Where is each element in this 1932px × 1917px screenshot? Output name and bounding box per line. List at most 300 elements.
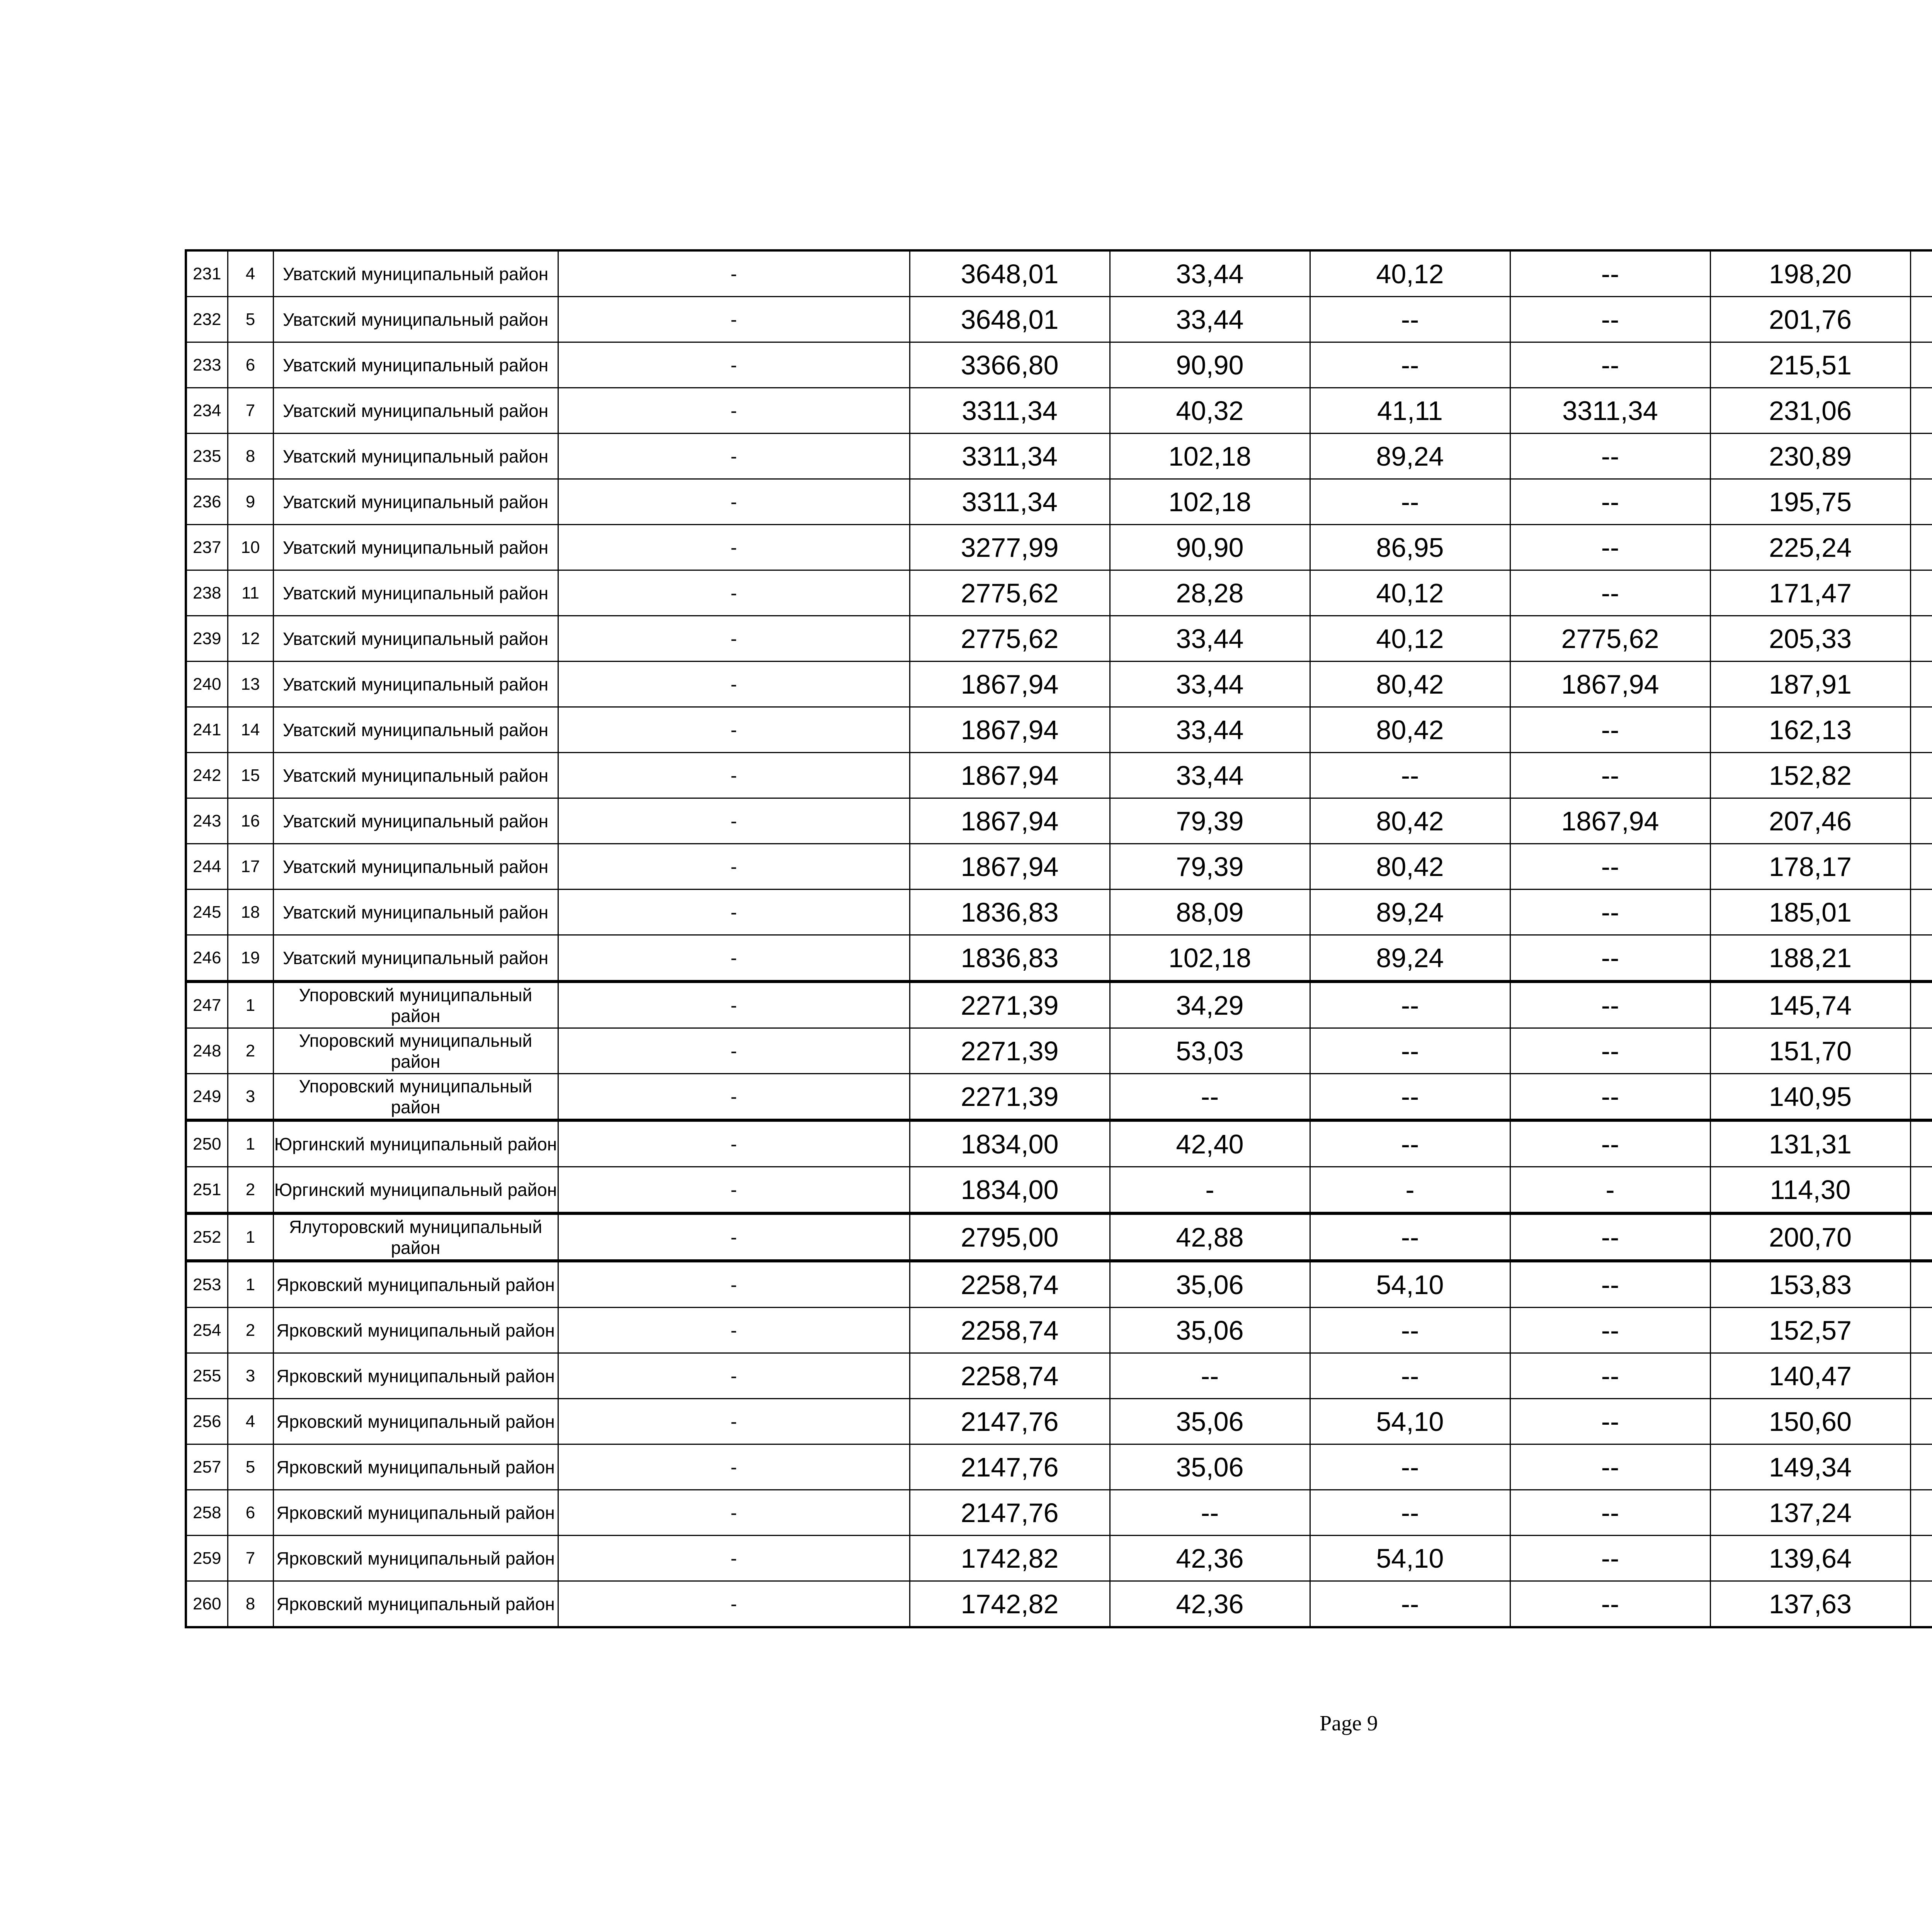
order-number-cell: 8 [228, 1581, 273, 1628]
order-number-cell: 15 [228, 753, 273, 798]
value-cell-6 [1910, 1120, 1932, 1167]
value-cell-2: 35,06 [1110, 1308, 1310, 1353]
table-row [186, 981, 1932, 1028]
data-table [185, 249, 1932, 1628]
value-cell-5: 140,47 [1710, 1353, 1910, 1399]
value-cell-6 [1910, 570, 1932, 616]
value-cell-4: -- [1510, 1120, 1710, 1167]
table-row [186, 890, 1932, 935]
value-cell-5: 207,46 [1710, 798, 1910, 844]
value-cell-4: -- [1510, 981, 1710, 1028]
value-cell-1: 2775,62 [910, 616, 1110, 662]
value-cell-2: -- [1110, 1490, 1310, 1536]
note-cell: - [558, 1581, 910, 1628]
value-cell-5: 201,76 [1710, 297, 1910, 342]
value-cell-2: 53,03 [1110, 1028, 1310, 1074]
order-number-cell: 1 [228, 981, 273, 1028]
table-row [186, 798, 1932, 844]
value-cell-4: -- [1510, 1353, 1710, 1399]
value-cell-2: 33,44 [1110, 662, 1310, 707]
row-number-cell: 236 [186, 479, 228, 525]
value-cell-4: -- [1510, 935, 1710, 982]
district-cell: Ярковский муниципальный район [273, 1581, 558, 1628]
value-cell-5: 231,06 [1710, 388, 1910, 434]
order-number-cell: 8 [228, 434, 273, 479]
district-cell: Ялуторовский муниципальный район [273, 1213, 558, 1261]
value-cell-3: -- [1310, 1213, 1510, 1261]
district-cell: Упоровский муниципальный район [273, 1074, 558, 1121]
table-row [186, 434, 1932, 479]
table-row [186, 1490, 1932, 1536]
order-number-cell: 5 [228, 1444, 273, 1490]
district-cell: Упоровский муниципальный район [273, 981, 558, 1028]
row-number-cell: 250 [186, 1120, 228, 1167]
order-number-cell: 3 [228, 1353, 273, 1399]
district-cell: Уватский муниципальный район [273, 479, 558, 525]
value-cell-3: -- [1310, 1028, 1510, 1074]
table-row [186, 1120, 1932, 1167]
order-number-cell: 19 [228, 935, 273, 982]
value-cell-5: 187,91 [1710, 662, 1910, 707]
value-cell-5: 151,70 [1710, 1028, 1910, 1074]
district-cell: Юргинский муниципальный район [273, 1167, 558, 1214]
value-cell-6 [1910, 434, 1932, 479]
note-cell: - [558, 1490, 910, 1536]
row-number-cell: 238 [186, 570, 228, 616]
district-cell: Уватский муниципальный район [273, 753, 558, 798]
value-cell-1: 3311,34 [910, 434, 1110, 479]
value-cell-3: 80,42 [1310, 707, 1510, 753]
district-cell: Уватский муниципальный район [273, 890, 558, 935]
table-row [186, 1399, 1932, 1444]
value-cell-1: 2258,74 [910, 1261, 1110, 1308]
value-cell-3: 86,95 [1310, 525, 1510, 570]
table-row [186, 1308, 1932, 1353]
note-cell: - [558, 935, 910, 982]
order-number-cell: 9 [228, 479, 273, 525]
value-cell-1: 1834,00 [910, 1120, 1110, 1167]
row-number-cell: 259 [186, 1536, 228, 1581]
value-cell-5: 150,60 [1710, 1399, 1910, 1444]
order-number-cell: 1 [228, 1213, 273, 1261]
district-cell: Уватский муниципальный район [273, 935, 558, 982]
table-row [186, 935, 1932, 982]
value-cell-4: -- [1510, 525, 1710, 570]
table-row [186, 844, 1932, 890]
value-cell-6 [1910, 890, 1932, 935]
note-cell: - [558, 844, 910, 890]
value-cell-6 [1910, 1490, 1932, 1536]
row-number-cell: 237 [186, 525, 228, 570]
value-cell-3: 89,24 [1310, 935, 1510, 982]
value-cell-1: 1836,83 [910, 890, 1110, 935]
row-number-cell: 253 [186, 1261, 228, 1308]
value-cell-3: 80,42 [1310, 798, 1510, 844]
value-cell-2: 34,29 [1110, 981, 1310, 1028]
value-cell-5: 171,47 [1710, 570, 1910, 616]
row-number-cell: 244 [186, 844, 228, 890]
value-cell-3: 80,42 [1310, 844, 1510, 890]
value-cell-3: -- [1310, 1074, 1510, 1121]
table-row [186, 1213, 1932, 1261]
note-cell: - [558, 1308, 910, 1353]
value-cell-1: 1834,00 [910, 1167, 1110, 1214]
value-cell-6 [1910, 525, 1932, 570]
value-cell-5: 137,24 [1710, 1490, 1910, 1536]
table-row [186, 1028, 1932, 1074]
table-row [186, 1167, 1932, 1214]
value-cell-5: 139,64 [1710, 1536, 1910, 1581]
value-cell-2: 35,06 [1110, 1444, 1310, 1490]
order-number-cell: 7 [228, 1536, 273, 1581]
order-number-cell: 1 [228, 1120, 273, 1167]
value-cell-4: -- [1510, 1261, 1710, 1308]
district-cell: Ярковский муниципальный район [273, 1261, 558, 1308]
value-cell-5: 145,74 [1710, 981, 1910, 1028]
order-number-cell: 10 [228, 525, 273, 570]
table-row [186, 342, 1932, 388]
value-cell-4: -- [1510, 570, 1710, 616]
note-cell: - [558, 388, 910, 434]
value-cell-1: 1836,83 [910, 935, 1110, 982]
value-cell-5: 185,01 [1710, 890, 1910, 935]
note-cell: - [558, 434, 910, 479]
value-cell-3: 54,10 [1310, 1261, 1510, 1308]
value-cell-6 [1910, 1308, 1932, 1353]
value-cell-2: 33,44 [1110, 707, 1310, 753]
district-cell: Ярковский муниципальный район [273, 1490, 558, 1536]
value-cell-3: -- [1310, 297, 1510, 342]
value-cell-1: 3311,34 [910, 479, 1110, 525]
value-cell-2: 88,09 [1110, 890, 1310, 935]
value-cell-2: 33,44 [1110, 250, 1310, 297]
row-number-cell: 240 [186, 662, 228, 707]
table-row [186, 479, 1932, 525]
row-number-cell: 243 [186, 798, 228, 844]
value-cell-5: 188,21 [1710, 935, 1910, 982]
value-cell-2: 33,44 [1110, 616, 1310, 662]
district-cell: Юргинский муниципальный район [273, 1120, 558, 1167]
row-number-cell: 242 [186, 753, 228, 798]
district-cell: Ярковский муниципальный район [273, 1536, 558, 1581]
table-row [186, 1536, 1932, 1581]
value-cell-2: 102,18 [1110, 434, 1310, 479]
value-cell-1: 3311,34 [910, 388, 1110, 434]
value-cell-3: 41,11 [1310, 388, 1510, 434]
order-number-cell: 2 [228, 1308, 273, 1353]
value-cell-5: 152,57 [1710, 1308, 1910, 1353]
value-cell-4: -- [1510, 753, 1710, 798]
row-number-cell: 255 [186, 1353, 228, 1399]
table-row [186, 1444, 1932, 1490]
value-cell-6 [1910, 388, 1932, 434]
value-cell-3: -- [1310, 1490, 1510, 1536]
district-cell: Уватский муниципальный район [273, 297, 558, 342]
district-cell: Ярковский муниципальный район [273, 1353, 558, 1399]
value-cell-2: 28,28 [1110, 570, 1310, 616]
value-cell-4: -- [1510, 1536, 1710, 1581]
note-cell: - [558, 1120, 910, 1167]
order-number-cell: 17 [228, 844, 273, 890]
note-cell: - [558, 1399, 910, 1444]
value-cell-5: 140,95 [1710, 1074, 1910, 1121]
value-cell-5: 114,30 [1710, 1167, 1910, 1214]
value-cell-6 [1910, 342, 1932, 388]
row-number-cell: 251 [186, 1167, 228, 1214]
order-number-cell: 4 [228, 1399, 273, 1444]
value-cell-4: -- [1510, 1028, 1710, 1074]
row-number-cell: 241 [186, 707, 228, 753]
value-cell-6 [1910, 1536, 1932, 1581]
order-number-cell: 3 [228, 1074, 273, 1121]
district-cell: Уватский муниципальный район [273, 616, 558, 662]
district-cell: Упоровский муниципальный район [273, 1028, 558, 1074]
row-number-cell: 234 [186, 388, 228, 434]
value-cell-1: 2795,00 [910, 1213, 1110, 1261]
value-cell-1: 1867,94 [910, 844, 1110, 890]
order-number-cell: 6 [228, 342, 273, 388]
value-cell-6 [1910, 1028, 1932, 1074]
value-cell-2: 33,44 [1110, 297, 1310, 342]
value-cell-1: 2147,76 [910, 1490, 1110, 1536]
note-cell: - [558, 1353, 910, 1399]
page-number: Page 9 [1320, 1711, 1378, 1735]
value-cell-1: 1867,94 [910, 753, 1110, 798]
value-cell-4: 3311,34 [1510, 388, 1710, 434]
value-cell-1: 1867,94 [910, 798, 1110, 844]
note-cell: - [558, 1167, 910, 1214]
value-cell-4: -- [1510, 707, 1710, 753]
value-cell-6 [1910, 753, 1932, 798]
table-row [186, 1074, 1932, 1121]
value-cell-6 [1910, 707, 1932, 753]
value-cell-4: -- [1510, 342, 1710, 388]
value-cell-4: -- [1510, 890, 1710, 935]
value-cell-3: -- [1310, 1581, 1510, 1628]
value-cell-6 [1910, 1353, 1932, 1399]
row-number-cell: 233 [186, 342, 228, 388]
order-number-cell: 12 [228, 616, 273, 662]
value-cell-5: 215,51 [1710, 342, 1910, 388]
value-cell-1: 1742,82 [910, 1536, 1110, 1581]
note-cell: - [558, 662, 910, 707]
row-number-cell: 239 [186, 616, 228, 662]
value-cell-1: 3366,80 [910, 342, 1110, 388]
value-cell-6 [1910, 1074, 1932, 1121]
district-cell: Уватский муниципальный район [273, 662, 558, 707]
row-number-cell: 254 [186, 1308, 228, 1353]
district-cell: Ярковский муниципальный район [273, 1444, 558, 1490]
value-cell-4: -- [1510, 297, 1710, 342]
value-cell-3: -- [1310, 1308, 1510, 1353]
value-cell-1: 3648,01 [910, 297, 1110, 342]
value-cell-2: 42,36 [1110, 1536, 1310, 1581]
table-row [186, 753, 1932, 798]
value-cell-5: 200,70 [1710, 1213, 1910, 1261]
value-cell-2: 42,40 [1110, 1120, 1310, 1167]
district-cell: Уватский муниципальный район [273, 250, 558, 297]
value-cell-2: - [1110, 1167, 1310, 1214]
value-cell-5: 131,31 [1710, 1120, 1910, 1167]
order-number-cell: 14 [228, 707, 273, 753]
note-cell: - [558, 570, 910, 616]
value-cell-1: 3277,99 [910, 525, 1110, 570]
value-cell-3: -- [1310, 479, 1510, 525]
value-cell-3: -- [1310, 1444, 1510, 1490]
row-number-cell: 246 [186, 935, 228, 982]
order-number-cell: 2 [228, 1028, 273, 1074]
value-cell-2: 42,36 [1110, 1581, 1310, 1628]
order-number-cell: 13 [228, 662, 273, 707]
row-number-cell: 249 [186, 1074, 228, 1121]
value-cell-4: -- [1510, 1213, 1710, 1261]
order-number-cell: 11 [228, 570, 273, 616]
row-number-cell: 257 [186, 1444, 228, 1490]
value-cell-2: 90,90 [1110, 525, 1310, 570]
note-cell: - [558, 890, 910, 935]
value-cell-4: -- [1510, 250, 1710, 297]
value-cell-5: 230,89 [1710, 434, 1910, 479]
value-cell-3: 40,12 [1310, 250, 1510, 297]
value-cell-6 [1910, 844, 1932, 890]
value-cell-2: 102,18 [1110, 935, 1310, 982]
district-cell: Ярковский муниципальный район [273, 1399, 558, 1444]
value-cell-1: 2258,74 [910, 1353, 1110, 1399]
note-cell: - [558, 1074, 910, 1121]
value-cell-4: -- [1510, 1444, 1710, 1490]
value-cell-6 [1910, 250, 1932, 297]
value-cell-2: 33,44 [1110, 753, 1310, 798]
value-cell-5: 205,33 [1710, 616, 1910, 662]
value-cell-5: 178,17 [1710, 844, 1910, 890]
table-row [186, 662, 1932, 707]
value-cell-6 [1910, 616, 1932, 662]
value-cell-5: 137,63 [1710, 1581, 1910, 1628]
district-cell: Уватский муниципальный район [273, 388, 558, 434]
row-number-cell: 260 [186, 1581, 228, 1628]
value-cell-1: 2147,76 [910, 1444, 1110, 1490]
district-cell: Уватский муниципальный район [273, 525, 558, 570]
table-row [186, 1353, 1932, 1399]
note-cell: - [558, 616, 910, 662]
note-cell: - [558, 525, 910, 570]
value-cell-6 [1910, 981, 1932, 1028]
note-cell: - [558, 479, 910, 525]
value-cell-6 [1910, 935, 1932, 982]
value-cell-3: -- [1310, 342, 1510, 388]
value-cell-1: 2775,62 [910, 570, 1110, 616]
value-cell-1: 2147,76 [910, 1399, 1110, 1444]
value-cell-5: 198,20 [1710, 250, 1910, 297]
value-cell-6 [1910, 1167, 1932, 1214]
order-number-cell: 5 [228, 297, 273, 342]
value-cell-1: 2271,39 [910, 981, 1110, 1028]
note-cell: - [558, 1028, 910, 1074]
note-cell: - [558, 1536, 910, 1581]
value-cell-2: -- [1110, 1353, 1310, 1399]
value-cell-5: 149,34 [1710, 1444, 1910, 1490]
table-row [186, 297, 1932, 342]
value-cell-5: 153,83 [1710, 1261, 1910, 1308]
table-row [186, 1581, 1932, 1628]
row-number-cell: 248 [186, 1028, 228, 1074]
value-cell-3: - [1310, 1167, 1510, 1214]
note-cell: - [558, 250, 910, 297]
row-number-cell: 252 [186, 1213, 228, 1261]
district-cell: Уватский муниципальный район [273, 570, 558, 616]
value-cell-2: -- [1110, 1074, 1310, 1121]
value-cell-5: 225,24 [1710, 525, 1910, 570]
order-number-cell: 6 [228, 1490, 273, 1536]
value-cell-1: 2271,39 [910, 1028, 1110, 1074]
table-row [186, 570, 1932, 616]
value-cell-3: 80,42 [1310, 662, 1510, 707]
district-cell: Уватский муниципальный район [273, 434, 558, 479]
table-row [186, 707, 1932, 753]
order-number-cell: 1 [228, 1261, 273, 1308]
value-cell-4: -- [1510, 479, 1710, 525]
note-cell: - [558, 981, 910, 1028]
row-number-cell: 258 [186, 1490, 228, 1536]
note-cell: - [558, 798, 910, 844]
value-cell-3: 89,24 [1310, 434, 1510, 479]
table-body [186, 250, 1932, 1627]
value-cell-3: -- [1310, 1120, 1510, 1167]
value-cell-6 [1910, 798, 1932, 844]
value-cell-4: -- [1510, 1490, 1710, 1536]
note-cell: - [558, 1444, 910, 1490]
value-cell-2: 35,06 [1110, 1261, 1310, 1308]
value-cell-1: 2271,39 [910, 1074, 1110, 1121]
row-number-cell: 231 [186, 250, 228, 297]
table-row [186, 1261, 1932, 1308]
value-cell-1: 2258,74 [910, 1308, 1110, 1353]
value-cell-1: 3648,01 [910, 250, 1110, 297]
value-cell-1: 1867,94 [910, 662, 1110, 707]
value-cell-4: - [1510, 1167, 1710, 1214]
value-cell-6 [1910, 1399, 1932, 1444]
value-cell-3: 54,10 [1310, 1536, 1510, 1581]
value-cell-3: -- [1310, 1353, 1510, 1399]
value-cell-4: -- [1510, 1074, 1710, 1121]
value-cell-2: 79,39 [1110, 844, 1310, 890]
note-cell: - [558, 342, 910, 388]
value-cell-2: 40,32 [1110, 388, 1310, 434]
order-number-cell: 2 [228, 1167, 273, 1214]
value-cell-4: 1867,94 [1510, 662, 1710, 707]
value-cell-4: -- [1510, 1399, 1710, 1444]
value-cell-6 [1910, 662, 1932, 707]
value-cell-6 [1910, 297, 1932, 342]
value-cell-5: 162,13 [1710, 707, 1910, 753]
district-cell: Уватский муниципальный район [273, 798, 558, 844]
value-cell-6 [1910, 1444, 1932, 1490]
value-cell-2: 42,88 [1110, 1213, 1310, 1261]
value-cell-6 [1910, 1581, 1932, 1628]
district-cell: Уватский муниципальный район [273, 707, 558, 753]
value-cell-5: 152,82 [1710, 753, 1910, 798]
table-row [186, 250, 1932, 297]
row-number-cell: 235 [186, 434, 228, 479]
value-cell-6 [1910, 1261, 1932, 1308]
value-cell-2: 35,06 [1110, 1399, 1310, 1444]
table-row [186, 525, 1932, 570]
row-number-cell: 256 [186, 1399, 228, 1444]
order-number-cell: 7 [228, 388, 273, 434]
district-cell: Ярковский муниципальный район [273, 1308, 558, 1353]
district-cell: Уватский муниципальный район [273, 844, 558, 890]
value-cell-3: 40,12 [1310, 570, 1510, 616]
